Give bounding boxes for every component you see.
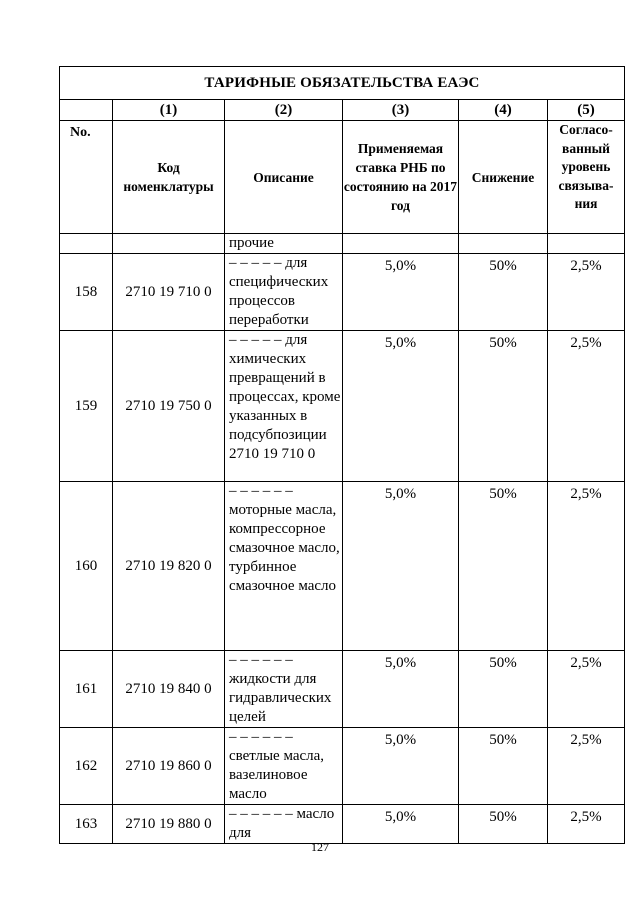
table-row [60, 805, 625, 844]
cell-no: 163 [60, 805, 113, 844]
cell-bound [548, 234, 625, 254]
cell-no: 161 [60, 651, 113, 728]
tariff-table [59, 66, 625, 844]
cell-no: 162 [60, 728, 113, 805]
column-number: (1) [113, 100, 225, 121]
table-row [60, 254, 625, 331]
header-no: No. [60, 121, 113, 234]
title-row [60, 67, 625, 100]
header-description: Описание [225, 121, 343, 234]
table-row [60, 482, 625, 651]
cell-code: 2710 19 820 0 [113, 482, 225, 651]
cell-bound: 2,5% [548, 331, 625, 482]
cell-reduction: 50% [459, 482, 548, 651]
cell-reduction: 50% [459, 805, 548, 844]
table-row-continuation [60, 234, 625, 254]
column-number-empty [60, 100, 113, 121]
cell-bound: 2,5% [548, 728, 625, 805]
cell-no [60, 234, 113, 254]
table-body [60, 234, 625, 844]
cell-description: – – – – – – масло для [225, 805, 343, 844]
cell-code: 2710 19 750 0 [113, 331, 225, 482]
cell-bound: 2,5% [548, 805, 625, 844]
cell-rate: 5,0% [343, 254, 459, 331]
column-number: (2) [225, 100, 343, 121]
cell-no: 160 [60, 482, 113, 651]
cell-code: 2710 19 840 0 [113, 651, 225, 728]
cell-rate: 5,0% [343, 331, 459, 482]
column-number: (4) [459, 100, 548, 121]
table-row [60, 651, 625, 728]
cell-description: – – – – – для химических превращений в процессах, кроме указанных в подсубпозиции 2710 19 710 0 [225, 331, 343, 482]
cell-code [113, 234, 225, 254]
header-rate: Применяемая ставка РНБ по состоянию на 2017 год [343, 121, 459, 234]
page-number: 127 [311, 840, 329, 854]
cell-code: 2710 19 860 0 [113, 728, 225, 805]
cell-reduction: 50% [459, 651, 548, 728]
cell-description: – – – – – – моторные масла, компрессорное смазочное масло, турбинное смазочное масло [225, 482, 343, 651]
column-number: (3) [343, 100, 459, 121]
cell-description: – – – – – – жидкости для гидравлических целей [225, 651, 343, 728]
cell-description: – – – – – для специфических процессов переработки [225, 254, 343, 331]
cell-rate: 5,0% [343, 651, 459, 728]
header-bound: Согласо-ванный уровень связыва-ния [548, 121, 625, 234]
cell-code: 2710 19 710 0 [113, 254, 225, 331]
cell-no: 159 [60, 331, 113, 482]
cell-bound: 2,5% [548, 254, 625, 331]
column-number: (5) [548, 100, 625, 121]
cell-reduction: 50% [459, 254, 548, 331]
cell-reduction [459, 234, 548, 254]
cell-reduction: 50% [459, 331, 548, 482]
cell-reduction: 50% [459, 728, 548, 805]
cell-description: прочие [225, 234, 343, 254]
column-number-row [60, 100, 625, 121]
table-row [60, 331, 625, 482]
cell-bound: 2,5% [548, 651, 625, 728]
table-title: ТАРИФНЫЕ ОБЯЗАТЕЛЬСТВА ЕАЭС [60, 67, 625, 100]
cell-rate [343, 234, 459, 254]
header-reduction: Снижение [459, 121, 548, 234]
table-row [60, 728, 625, 805]
cell-rate: 5,0% [343, 482, 459, 651]
cell-description: – – – – – – светлые масла, вазелиновое масло [225, 728, 343, 805]
header-row [60, 121, 625, 234]
cell-bound: 2,5% [548, 482, 625, 651]
header-code: Код номенклатуры [113, 121, 225, 234]
cell-rate: 5,0% [343, 805, 459, 844]
cell-no: 158 [60, 254, 113, 331]
cell-rate: 5,0% [343, 728, 459, 805]
cell-code: 2710 19 880 0 [113, 805, 225, 844]
